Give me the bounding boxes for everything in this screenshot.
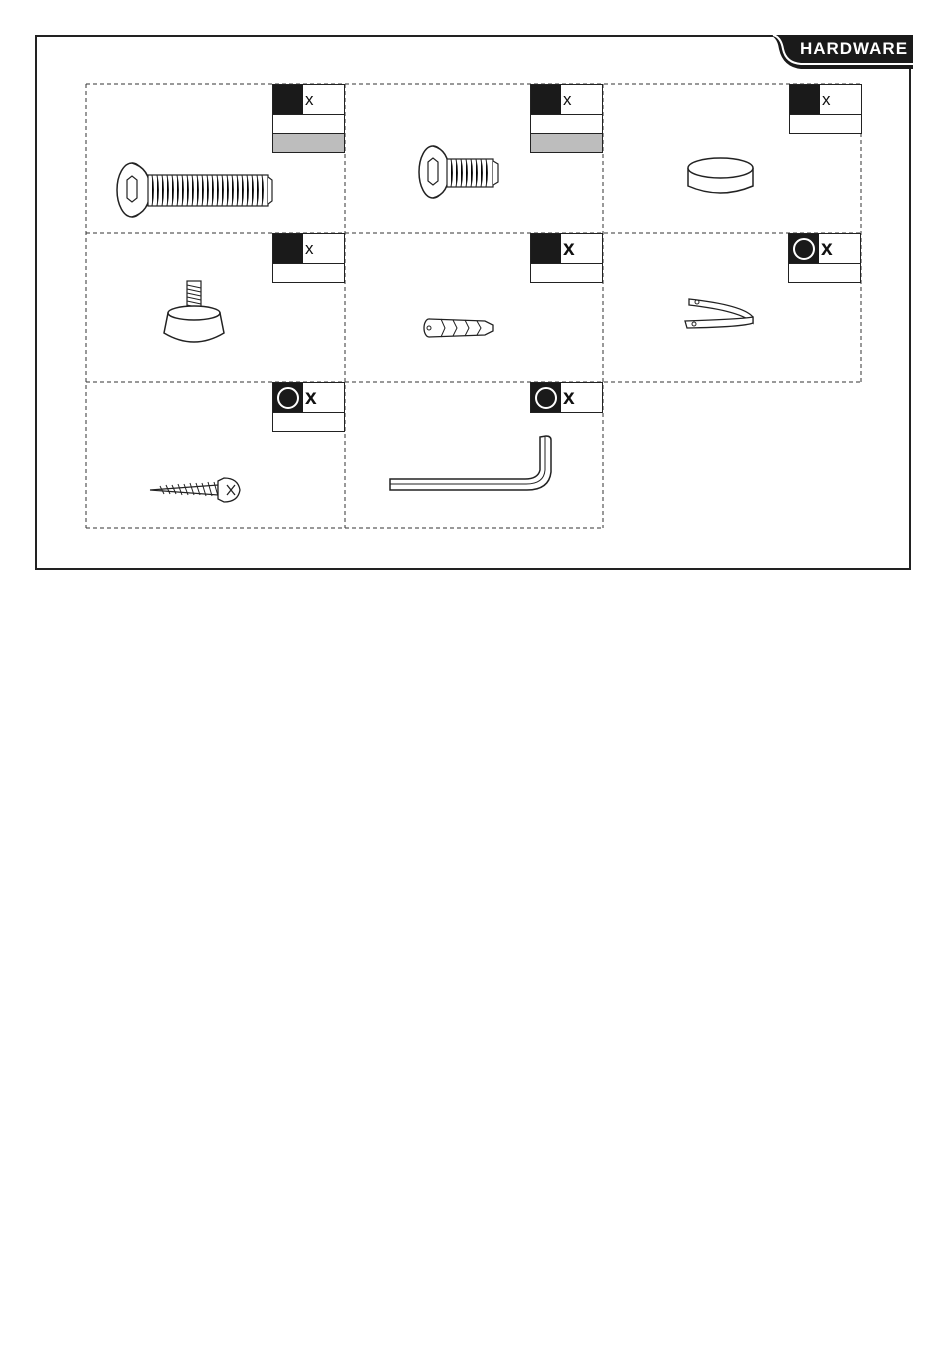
marker-square: [273, 234, 303, 263]
quantity-badge-d: [272, 233, 345, 283]
count-symbol: x: [822, 89, 831, 109]
quantity-row: [788, 264, 861, 283]
marker-circle: [531, 383, 561, 412]
quantity-row: [530, 115, 603, 134]
marker-square: [531, 85, 561, 114]
marker-square: [790, 85, 820, 114]
marker-circle: [273, 383, 303, 412]
circle-icon: [277, 387, 299, 409]
count-symbol: x: [305, 89, 314, 109]
count-symbol: x: [563, 236, 575, 260]
circle-icon: [793, 238, 815, 260]
quantity-badge-a: [272, 84, 345, 153]
quantity-row: [272, 115, 345, 134]
quantity-badge-b: [530, 84, 603, 153]
marker-circle: [789, 234, 819, 263]
marker-square: [531, 234, 561, 263]
count-symbol: x: [563, 385, 575, 409]
quantity-row-grey: [530, 134, 603, 153]
count-symbol: x: [305, 385, 317, 409]
count-symbol: x: [563, 89, 572, 109]
quantity-badge-f: [788, 233, 861, 283]
hardware-tab: [767, 35, 913, 69]
quantity-row: [272, 264, 345, 283]
quantity-row-grey: [272, 134, 345, 153]
quantity-row: [789, 115, 862, 134]
quantity-row: [530, 264, 603, 283]
quantity-row: [272, 413, 345, 432]
marker-square: [273, 85, 303, 114]
quantity-badge-h: [530, 382, 603, 413]
count-symbol: x: [821, 236, 833, 260]
count-symbol: x: [305, 238, 314, 258]
section-title: HARDWARE: [799, 39, 909, 58]
quantity-badge-c: [789, 84, 862, 134]
quantity-badge-e: [530, 233, 603, 283]
circle-icon: [535, 387, 557, 409]
quantity-badge-g: [272, 382, 345, 432]
